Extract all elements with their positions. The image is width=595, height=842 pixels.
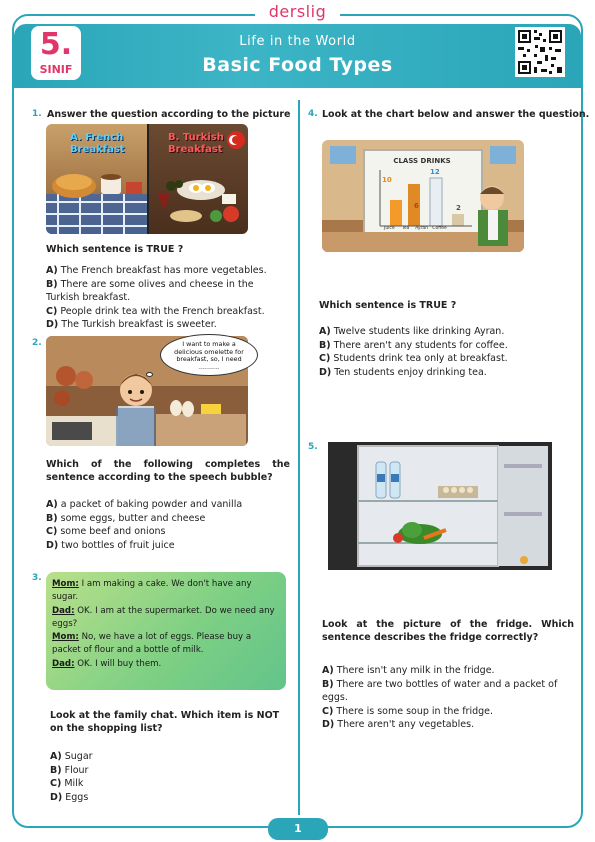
q5-question: Look at the picture of the fridge. Which sentence describes the fridge correctly? [322, 619, 574, 643]
board-value-2: 12 [430, 168, 440, 176]
q2-options [46, 498, 290, 552]
q1-options [46, 264, 286, 332]
q2-option-d[interactable]: D) two bottles of fruit juice [46, 539, 175, 551]
q5-options [322, 664, 574, 732]
french-breakfast-label: A. French Breakfast [70, 132, 125, 155]
q3-option-d[interactable]: D) Eggs [50, 791, 89, 803]
q5-option-d[interactable]: D) There aren't any vegetables. [322, 719, 475, 730]
q2-number: 2. [32, 338, 42, 348]
brand-logo: derslig [268, 2, 327, 21]
chat-line: Mom: I am making a cake. We don't have any sugar. [52, 579, 252, 603]
q3-question: Look at the family chat. Which item is NOT on the shopping list? [50, 710, 280, 734]
q1-instruction: Answer the question according to the picture [47, 109, 291, 120]
q4-question: Which sentence is TRUE ? [319, 300, 457, 311]
speech-bubble: I want to make a delicious omelette for breakfast, so, I need .......... [160, 334, 258, 376]
q2-option-c[interactable]: C) some beef and onions [46, 526, 166, 537]
q1-option-c[interactable]: C) People drink tea with the French breakfast. [46, 305, 265, 317]
header-subtitle: Life in the World [239, 34, 356, 49]
fridge-image [328, 442, 552, 570]
family-chat [46, 572, 286, 690]
q5-option-a[interactable]: A) There isn't any milk in the fridge. [322, 665, 495, 676]
q3-number: 3. [32, 573, 42, 583]
q4-options [319, 325, 569, 379]
page-title: Basic Food Types [202, 54, 393, 76]
q3-options [50, 750, 280, 804]
speech-bubble-tail [146, 372, 153, 377]
q5-number: 5. [308, 442, 318, 452]
grade-number: 5. [39, 27, 73, 62]
breakfast-image [46, 124, 248, 234]
q3-option-a[interactable]: A) Sugar [50, 751, 93, 762]
turkish-breakfast-label: B. Turkish Breakfast [168, 132, 224, 155]
q5-option-b[interactable]: B) There are two bottles of water and a packet of eggs. [322, 678, 558, 703]
q4-number: 4. [308, 109, 318, 119]
q1-option-a[interactable]: A) The French breakfast has more vegetables. [46, 265, 267, 276]
qr-code-icon[interactable] [515, 27, 565, 77]
grade-badge [31, 26, 81, 80]
grade-label: SINIF [39, 63, 73, 76]
q4-option-d[interactable]: D) Ten students enjoy drinking tea. [319, 366, 487, 378]
class-drinks-image [322, 140, 524, 252]
q4-option-b[interactable]: B) There aren't any students for coffee. [319, 339, 508, 351]
q5-option-c[interactable]: C) There is some soup in the fridge. [322, 705, 494, 717]
chat-line: Dad: OK. I will buy them. [52, 658, 162, 669]
q3-option-c[interactable]: C) Milk [50, 778, 84, 789]
q1-number: 1. [32, 109, 42, 119]
q1-question: Which sentence is TRUE ? [46, 244, 184, 255]
q4-option-a[interactable]: A) Twelve students like drinking Ayran. [319, 326, 505, 337]
q1-option-b[interactable]: B) There are some olives and cheese in the Turkish breakfast. [46, 278, 254, 303]
q4-instruction: Look at the chart below and answer the question. [322, 109, 590, 120]
chat-line: Dad: OK. I am at the supermarket. Do we need any eggs? [52, 605, 275, 629]
column-divider [298, 100, 300, 815]
chat-line: Mom: No, we have a lot of eggs. Please buy a packet of flour and a bottle of milk. [52, 632, 252, 656]
board-value-1: 10 [382, 176, 392, 184]
q4-option-c[interactable]: C) Students drink tea only at breakfast. [319, 353, 508, 364]
page-header [14, 24, 581, 88]
page-number: 1 [268, 818, 328, 840]
q1-option-d[interactable]: D) The Turkish breakfast is sweeter. [46, 319, 217, 330]
board-title: CLASS DRINKS [393, 157, 451, 165]
q2-question: Which of the following completes the sentence according to the speech bubble? [46, 459, 290, 483]
q2-option-a[interactable]: A) a packet of baking powder and vanilla [46, 499, 243, 510]
board-value-3: 6 [414, 202, 419, 210]
q2-option-b[interactable]: B) some eggs, butter and cheese [46, 512, 206, 524]
q3-option-b[interactable]: B) Flour [50, 764, 89, 776]
board-value-4: 2 [456, 204, 461, 212]
board-labels: Juice Tea Ayran Coffee [384, 226, 447, 231]
